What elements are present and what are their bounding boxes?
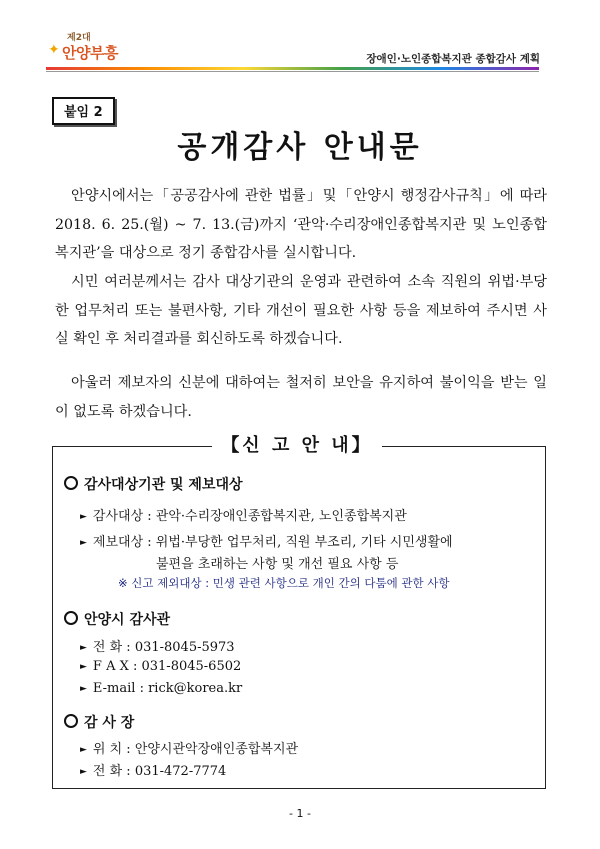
circle-bullet-icon bbox=[64, 476, 78, 490]
triangle-bullet-icon: ► bbox=[80, 745, 87, 755]
phone-item: ► 전 화 : 031-472-7774 bbox=[80, 764, 227, 779]
phone-item: ► 전 화 : 031-8045-5973 bbox=[80, 640, 235, 655]
triangle-bullet-icon: ► bbox=[80, 538, 87, 548]
triangle-bullet-icon: ► bbox=[80, 767, 87, 777]
triangle-bullet-icon: ► bbox=[80, 512, 87, 522]
attachment-tag: 붙임 2 bbox=[52, 97, 115, 125]
triangle-bullet-icon: ► bbox=[80, 643, 87, 653]
list-item: ► 감사대상 : 관악·수리장애인종합복지관, 노인종합복지관 bbox=[80, 509, 407, 524]
header-rule-thin bbox=[46, 71, 539, 72]
logo bbox=[48, 30, 140, 66]
triangle-bullet-icon: ► bbox=[80, 662, 87, 672]
list-item: ► 제보대상 : 위법·부당한 업무처리, 직원 부조리, 기타 시민생활에 bbox=[80, 535, 453, 550]
logo-name: 안양부흥 bbox=[62, 44, 118, 62]
fax-item: ► F A X : 031-8045-6502 bbox=[80, 659, 242, 674]
logo-number: 제2대 bbox=[67, 33, 91, 43]
header-rule bbox=[46, 67, 539, 70]
report-guide-title: 【신 고 안 내】 bbox=[212, 431, 382, 457]
section-heading-auditor: 안양시 감사관 bbox=[64, 609, 170, 629]
sparkle-icon: ✦ bbox=[48, 42, 60, 58]
exclusion-note: ※ 신고 제외대상 : 민생 관련 사항으로 개인 간의 다툼에 관한 사항 bbox=[118, 576, 450, 590]
location-item: ► 위 치 : 안양시관악장애인종합복지관 bbox=[80, 742, 299, 757]
paragraph-2: 시민 여러분께서는 감사 대상기관의 운영과 관련하여 소속 직원의 위법·부당한 업무처리 또는 불편사항, 기타 개선이 필요한 사항 등을 제보하여 주시면 사실 확인 후 처리결과를 회신하도록 하겠습니다. bbox=[55, 274, 547, 347]
section-heading-target: 감사대상기관 및 제보대상 bbox=[64, 474, 243, 494]
email-item[interactable]: ► E-mail : rick@korea.kr bbox=[80, 681, 243, 696]
circle-bullet-icon bbox=[64, 714, 78, 728]
triangle-bullet-icon: ► bbox=[80, 684, 87, 694]
page-number: - 1 - bbox=[289, 807, 311, 820]
paragraph-1: 안양시에서는「공공감사에 관한 법률」및「안양시 행정감사규칙」에 따라 2018. 6. 25.(월) ~ 7. 13.(금)까지 ‘관악·수리장애인종합복지관 및 노인종합복지관’을 대상으로 정기 종합감사를 실시합니다. bbox=[55, 188, 547, 261]
paragraph-3: 아울러 제보자의 신분에 대하여는 철저히 보안을 유지하여 불이익을 받는 일이 없도록 하겠습니다. bbox=[55, 375, 547, 420]
circle-bullet-icon bbox=[64, 611, 78, 625]
header-title: 장애인·노인종합복지관 종합감사 계획 bbox=[366, 53, 540, 65]
page-title: 공개감사 안내문 bbox=[177, 130, 423, 165]
section-heading-audit-site: 감 사 장 bbox=[64, 712, 134, 732]
list-item-continued: 불편을 초래하는 사항 및 개선 필요 사항 등 bbox=[156, 557, 399, 572]
